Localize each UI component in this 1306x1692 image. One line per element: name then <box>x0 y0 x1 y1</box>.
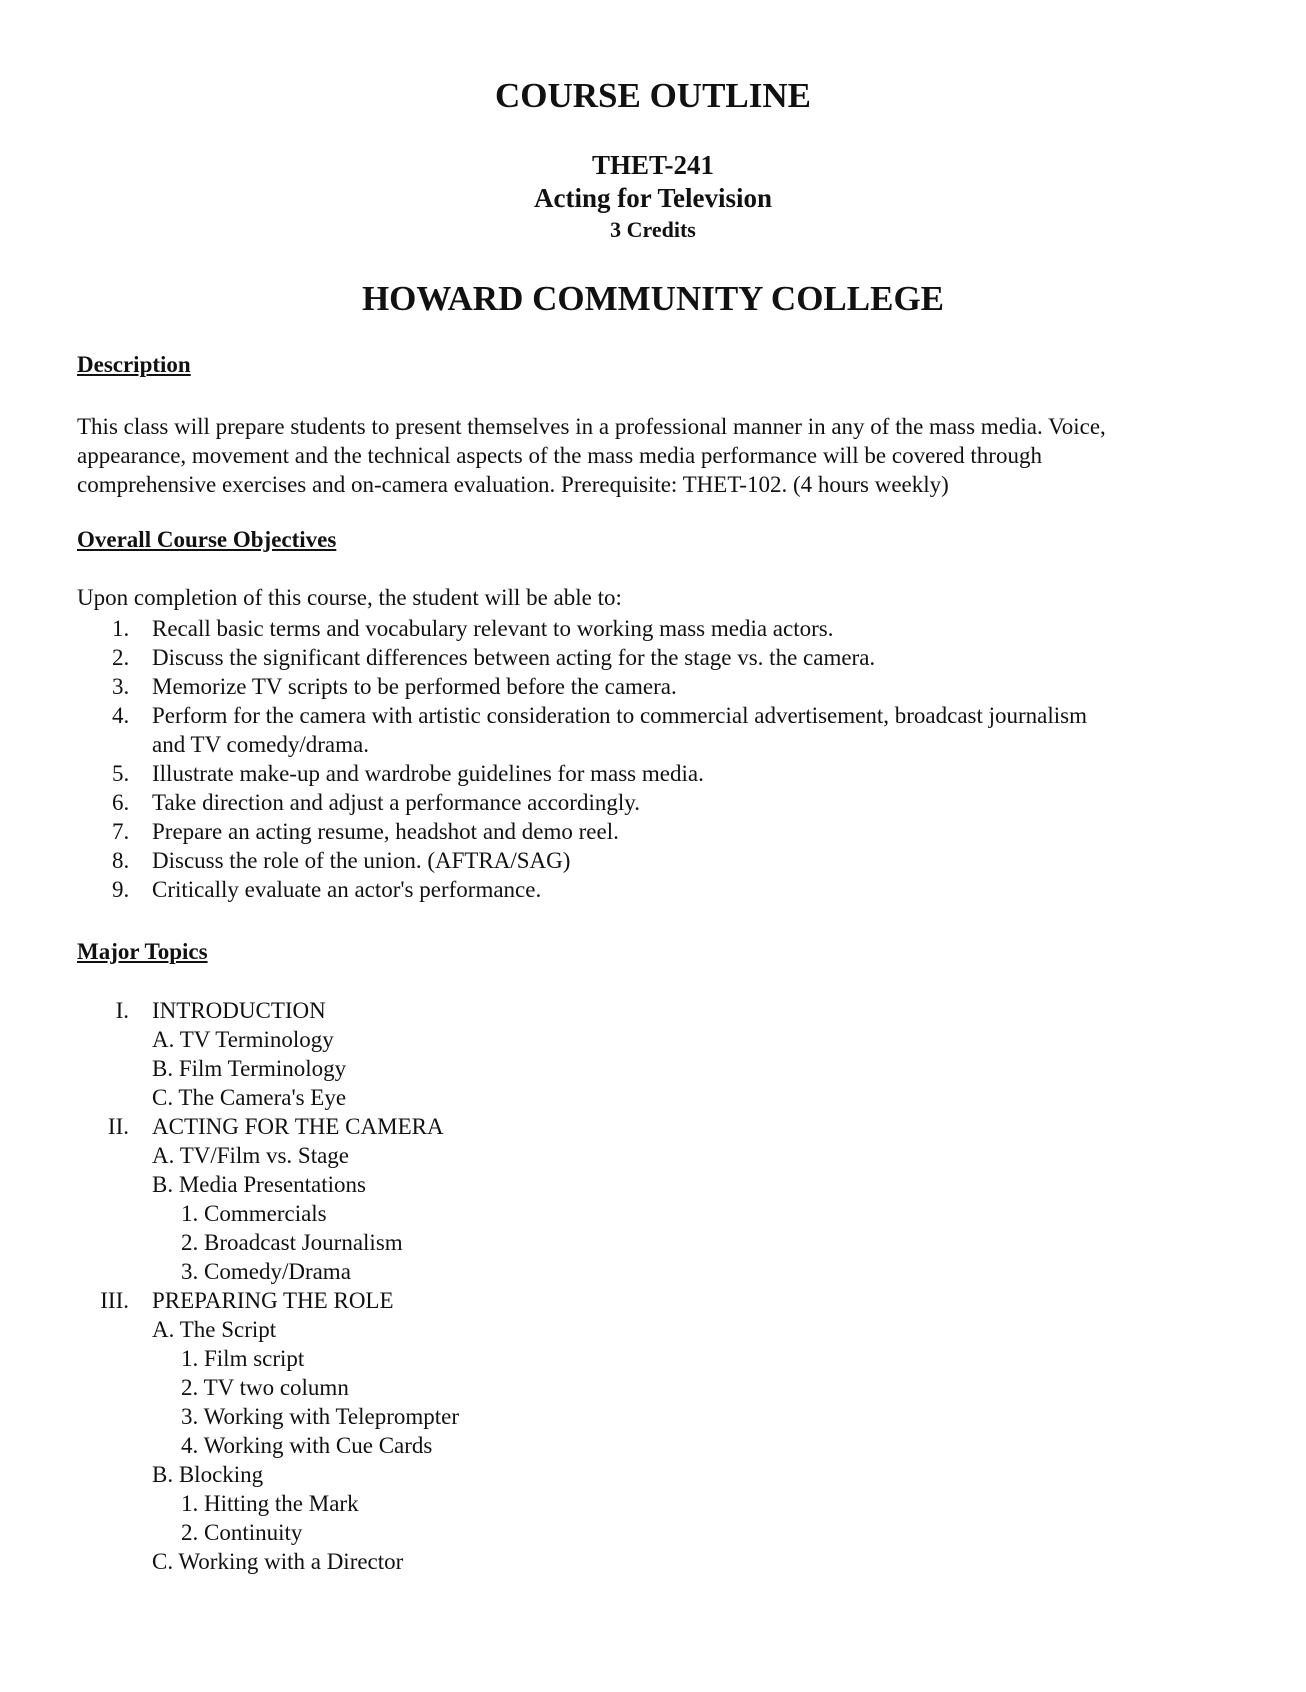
objective-item <box>0 614 1306 643</box>
description-line: comprehensive exercises and on-camera evaluation. Prerequisite: THET-102. (4 hours weekly) <box>77 472 949 497</box>
topic-section <box>0 1112 1306 1141</box>
course-credits: 3 Credits <box>610 217 696 242</box>
topic-subsection-title: B. Media Presentations <box>152 1172 366 1197</box>
topic-subsection <box>0 1083 1306 1112</box>
topic-subitem <box>0 1518 1306 1547</box>
topic-subsection <box>0 1025 1306 1054</box>
topic-section-title: PREPARING THE ROLE <box>152 1288 394 1313</box>
topic-section-title: INTRODUCTION <box>152 998 326 1023</box>
course-code: THET-241 <box>591 150 715 180</box>
objective-item <box>0 875 1306 904</box>
topic-subitem-title: 2. Continuity <box>181 1520 303 1545</box>
objective-item <box>0 759 1306 788</box>
topic-subsection <box>0 1141 1306 1170</box>
objective-text: Prepare an acting resume, headshot and demo reel. <box>152 819 619 844</box>
objective-item <box>0 817 1306 846</box>
objectives-intro: Upon completion of this course, the student will be able to: <box>77 585 622 610</box>
topic-subitem-title: 3. Working with Teleprompter <box>181 1404 460 1429</box>
topic-subitem <box>0 1373 1306 1402</box>
topic-numeral: II. <box>107 1114 129 1139</box>
objective-number: 4. <box>112 703 130 728</box>
objective-text: and TV comedy/drama. <box>152 732 369 757</box>
description-heading: Description <box>77 352 191 377</box>
objective-item <box>0 701 1306 759</box>
objective-number: 9. <box>112 877 130 902</box>
topic-subitem <box>0 1344 1306 1373</box>
topic-subitem <box>0 1431 1306 1460</box>
objective-text: Take direction and adjust a performance accordingly. <box>152 790 640 815</box>
topic-subitem-title: 1. Hitting the Mark <box>181 1491 359 1516</box>
topic-section <box>0 996 1306 1025</box>
course-name: Acting for Television <box>533 183 773 213</box>
objective-number: 2. <box>112 645 130 670</box>
topic-subitem <box>0 1489 1306 1518</box>
topic-subsection-title: C. The Camera's Eye <box>152 1085 347 1110</box>
document-title: COURSE OUTLINE <box>494 76 812 115</box>
topic-subsection <box>0 1054 1306 1083</box>
topic-subsection-title: B. Film Terminology <box>152 1056 347 1081</box>
objective-number: 6. <box>112 790 130 815</box>
topic-subsection <box>0 1315 1306 1344</box>
topic-subitem <box>0 1228 1306 1257</box>
description-line: appearance, movement and the technical aspects of the mass media performance will be covered through <box>77 443 1042 468</box>
topic-subitem-title: 1. Film script <box>181 1346 305 1371</box>
topic-subitem <box>0 1402 1306 1431</box>
topic-subitem-title: 3. Comedy/Drama <box>181 1259 351 1284</box>
topic-subitem-title: 1. Commercials <box>181 1201 327 1226</box>
objectives-heading: Overall Course Objectives <box>77 527 337 552</box>
objective-item <box>0 643 1306 672</box>
objective-number: 7. <box>112 819 130 844</box>
objective-text: Illustrate make-up and wardrobe guidelines for mass media. <box>152 761 704 786</box>
topic-subsection-title: A. TV Terminology <box>152 1027 334 1052</box>
topic-subitem-title: 2. TV two column <box>181 1375 349 1400</box>
objective-item <box>0 846 1306 875</box>
objective-number: 1. <box>112 616 130 641</box>
topic-subsection <box>0 1170 1306 1199</box>
objective-text: Memorize TV scripts to be performed before the camera. <box>152 674 677 699</box>
topic-subsection-title: C. Working with a Director <box>152 1549 404 1574</box>
objective-text: Critically evaluate an actor's performance. <box>152 877 542 902</box>
topic-section-title: ACTING FOR THE CAMERA <box>152 1114 444 1139</box>
objective-text: Perform for the camera with artistic consideration to commercial advertisement, broadcast journalism <box>152 703 1088 728</box>
college-name: HOWARD COMMUNITY COLLEGE <box>361 279 945 318</box>
objective-number: 5. <box>112 761 130 786</box>
topic-numeral: I. <box>115 998 129 1023</box>
topic-subsection <box>0 1460 1306 1489</box>
objective-item <box>0 672 1306 701</box>
description-line: This class will prepare students to present themselves in a professional manner in any of the mass media. Voice, <box>77 414 1106 439</box>
objective-text: Discuss the significant differences between acting for the stage vs. the camera. <box>152 645 876 670</box>
topic-section <box>0 1286 1306 1315</box>
objective-number: 3. <box>112 674 130 699</box>
objectives-list <box>0 614 1306 904</box>
topic-subitem <box>0 1257 1306 1286</box>
topic-subsection-title: A. TV/Film vs. Stage <box>152 1143 350 1168</box>
topic-subitem-title: 4. Working with Cue Cards <box>181 1433 433 1458</box>
topic-subitem-title: 2. Broadcast Journalism <box>181 1230 403 1255</box>
topic-subsection-title: B. Blocking <box>152 1462 264 1487</box>
topics-outline <box>0 996 1306 1576</box>
topic-subsection <box>0 1547 1306 1576</box>
topic-subsection-title: A. The Script <box>152 1317 277 1342</box>
objective-item <box>0 788 1306 817</box>
objective-text: Recall basic terms and vocabulary relevant to working mass media actors. <box>152 616 834 641</box>
topic-subitem <box>0 1199 1306 1228</box>
objective-number: 8. <box>112 848 130 873</box>
topics-heading: Major Topics <box>77 939 208 964</box>
description-text <box>77 412 1257 499</box>
topic-numeral: III. <box>100 1288 129 1313</box>
objective-text: Discuss the role of the union. (AFTRA/SAG) <box>152 848 571 873</box>
